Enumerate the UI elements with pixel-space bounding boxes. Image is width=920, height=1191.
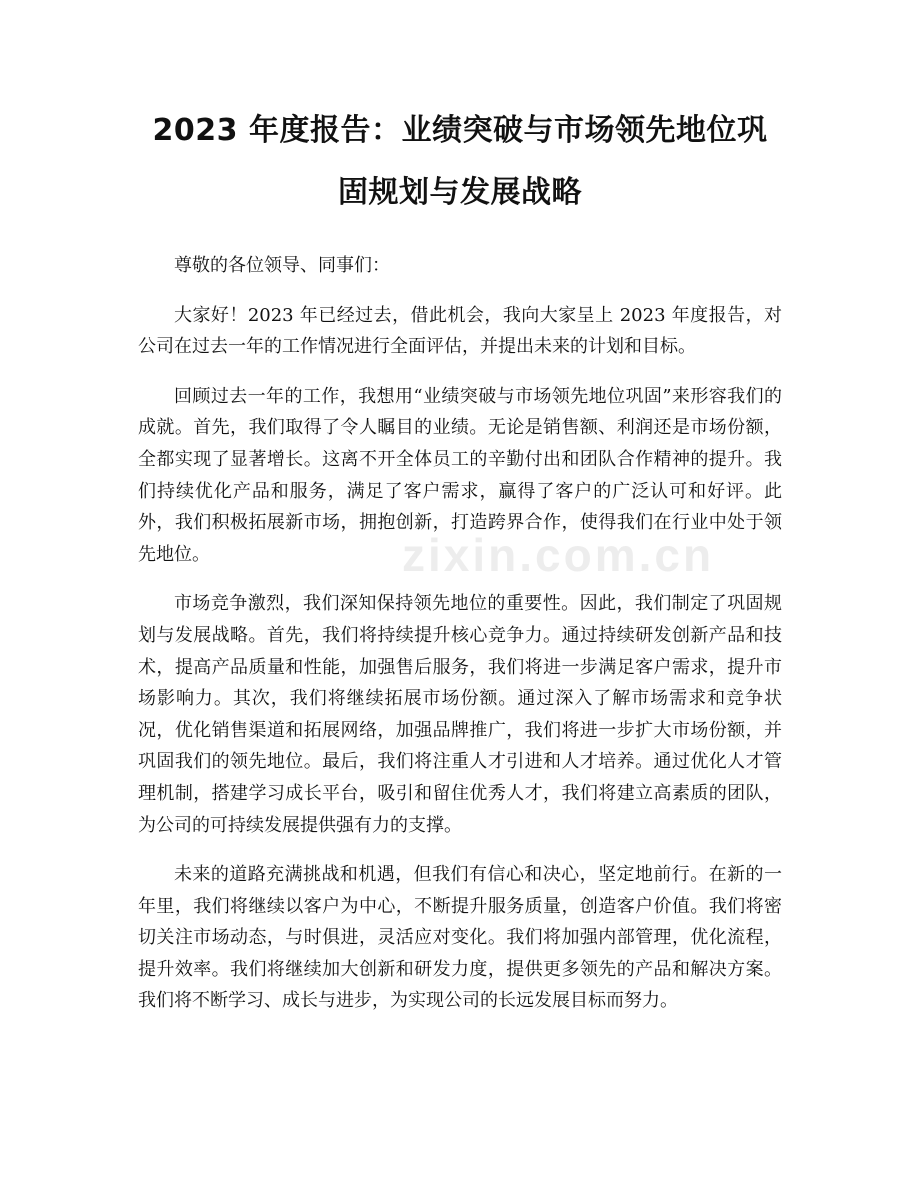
salutation: 尊敬的各位领导、同事们： <box>174 255 390 276</box>
paragraph-review: 回顾过去一年的工作，我想用“业绩突破与市场领先地位巩固”来形容我们的成就。首先，我们取得了令人瞩目的业绩。无论是销售额、利润还是市场份额，全都实现了显著增长。这离不开全体员工的辛勤付出和团队合作精神的提升。我们持续优化产品和服务，满足了客户需求，赢得了客户的广泛认可和好评。此外，我们积极拓展新市场，拥抱创新，打造跨界合作，使得我们在行业中处于领先地位。 <box>138 385 782 565</box>
paragraph-future: 未来的道路充满挑战和机遇，但我们有信心和决心，坚定地前行。在新的一年里，我们将继续以客户为中心，不断提升服务质量，创造客户价值。我们将密切关注市场动态，与时俱进，灵活应对变化。我们将加强内部管理，优化流程，提升效率。我们将继续加大创新和研发力度，提供更多领先的产品和解决方案。我们将不断学习、成长与进步，为实现公司的长远发展目标而努力。 <box>138 864 782 1012</box>
paragraph-greeting: 大家好！2023 年已经过去，借此机会，我向大家呈上 2023 年度报告，对公司在过去一年的工作情况进行全面评估，并提出未来的计划和目标。 <box>138 304 782 358</box>
document-body <box>138 250 782 1017</box>
paragraph-strategy: 市场竞争激烈，我们深知保持领先地位的重要性。因此，我们制定了巩固规划与发展战略。首先，我们将持续提升核心竞争力。通过持续研发创新产品和技术，提高产品质量和性能，加强售后服务，我们将进一步满足客户需求，提升市场影响力。其次，我们将继续拓展市场份额。通过深入了解市场需求和竞争状况，优化销售渠道和拓展网络，加强品牌推广，我们将进一步扩大市场份额，并巩固我们的领先地位。最后，我们将注重人才引进和人才培养。通过优化人才管理机制，搭建学习成长平台，吸引和留住优秀人才，我们将建立高素质的团队，为公司的可持续发展提供强有力的支撑。 <box>138 593 782 836</box>
document-title <box>138 100 782 224</box>
watermark-text: zixin.com.cn <box>402 529 715 581</box>
title-line-2: 固规划与发展战略 <box>338 175 582 210</box>
title-line-1: 2023 年度报告：业绩突破与市场领先地位巩 <box>152 113 768 148</box>
